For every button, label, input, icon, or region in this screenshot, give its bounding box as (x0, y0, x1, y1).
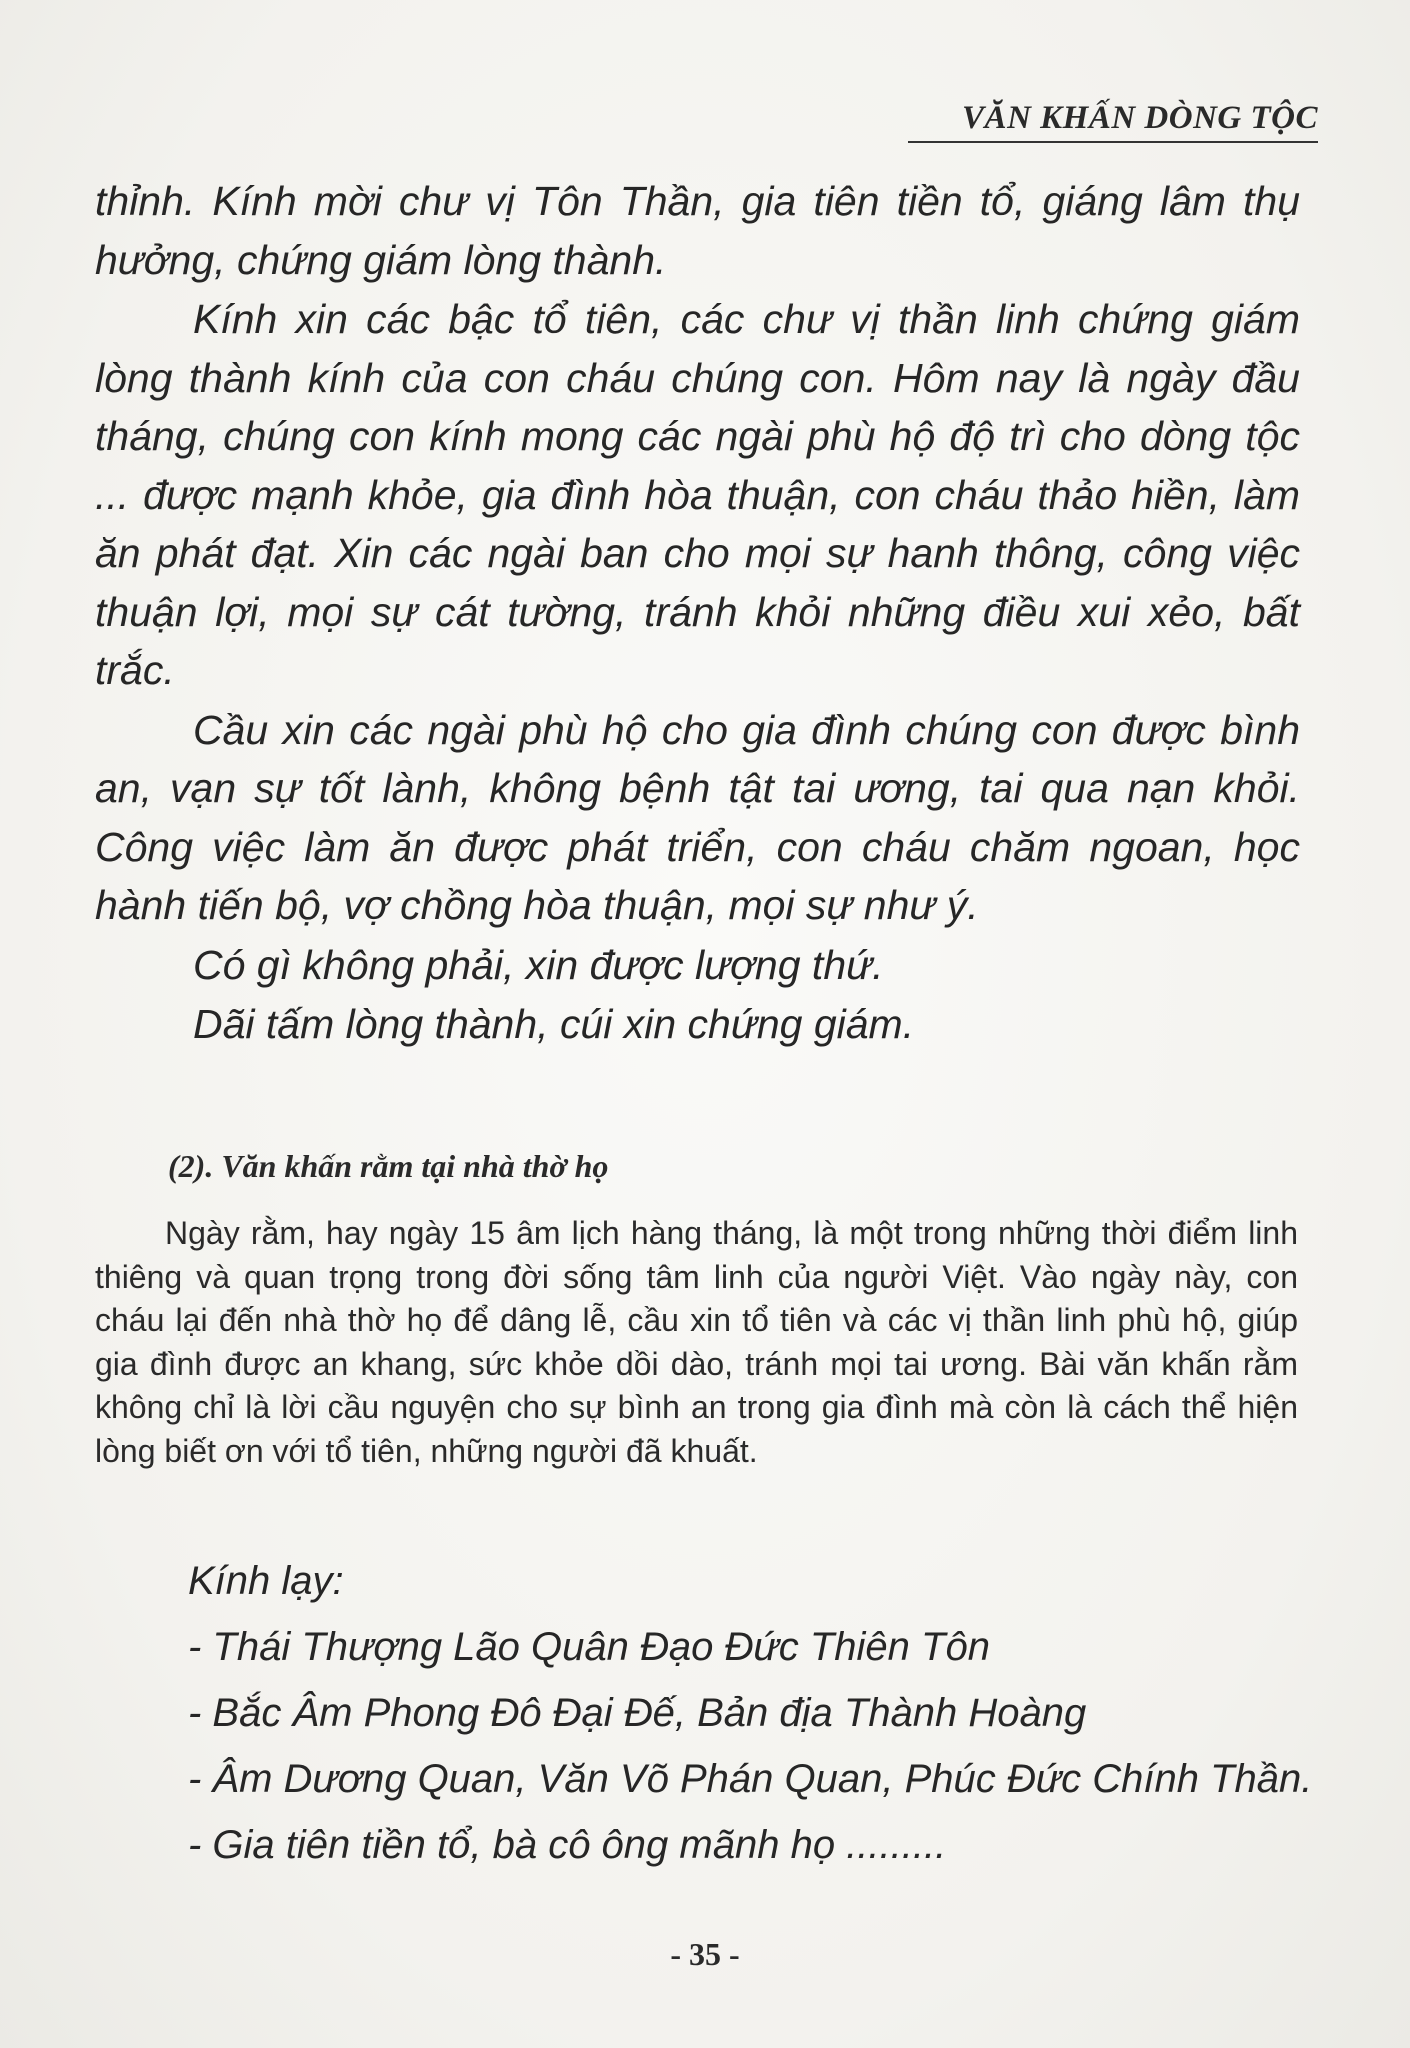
running-header: VĂN KHẤN DÒNG TỘC (908, 100, 1318, 143)
invocation-opening: Kính lạy: (188, 1559, 344, 1603)
paragraph: Kính xin các bậc tổ tiên, các chư vị thần linh chứng giám lòng thành kính của con cháu chúng con. Hôm nay là ngày đầu tháng, chúng con kính mong các ngài phù hộ độ trì cho dòng tộc ... được mạnh khỏe, gia đình hòa thuận, con cháu thảo hiền, làm ăn phát đạt. Xin các ngài ban cho mọi sự hanh thông, công việc thuận lợi, mọi sự cát tường, tránh khỏi những điều xui xẻo, bất trắc. (95, 296, 1300, 693)
section-heading: (2). Văn khấn rằm tại nhà thờ họ (168, 1148, 609, 1184)
paragraph: Dãi tấm lòng thành, cúi xin chứng giám. (193, 1001, 915, 1047)
section-intro: Ngày rằm, hay ngày 15 âm lịch hàng tháng, là một trong những thời điểm linh thiêng và quan trọng trong đời sống tâm linh của người Việt. Vào ngày này, con cháu lại đến nhà thờ họ để dâng lễ, cầu xin tổ tiên và các vị thần linh phù hộ, giúp gia đình được an khang, sức khỏe dồi dào, tránh mọi tai ương. Bài văn khấn rằm không chỉ là lời cầu nguyện cho sự bình an trong gia đình mà còn là cách thể hiện lòng biết ơn với tổ tiên, những người đã khuất. (95, 1215, 1298, 1469)
invocation-line: - Thái Thượng Lão Quân Đạo Đức Thiên Tôn (188, 1625, 990, 1669)
paragraph: Cầu xin các ngài phù hộ cho gia đình chúng con được bình an, vạn sự tốt lành, không bệnh tật tai ương, tai qua nạn khỏi. Công việc làm ăn được phát triển, con cháu chăm ngoan, học hành tiến bộ, vợ chồng hòa thuận, mọi sự như ý. (95, 706, 1300, 928)
main-text (95, 172, 1300, 1055)
invocation-list (188, 1548, 1313, 1878)
paragraph: thỉnh. Kính mời chư vị Tôn Thần, gia tiên tiền tổ, giáng lâm thụ hưởng, chứng giám lòng thành. (95, 178, 1300, 283)
paragraph: Có gì không phải, xin được lượng thứ. (193, 941, 884, 988)
invocation-line: - Âm Dương Quan, Văn Võ Phán Quan, Phúc Đức Chính Thần. (188, 1757, 1313, 1801)
invocation-line: - Gia tiên tiền tổ, bà cô ông mãnh họ ......... (188, 1823, 947, 1867)
page-number: - 35 - (670, 1936, 740, 1972)
invocation-line: - Bắc Âm Phong Đô Đại Đế, Bản địa Thành Hoàng (188, 1691, 1087, 1735)
